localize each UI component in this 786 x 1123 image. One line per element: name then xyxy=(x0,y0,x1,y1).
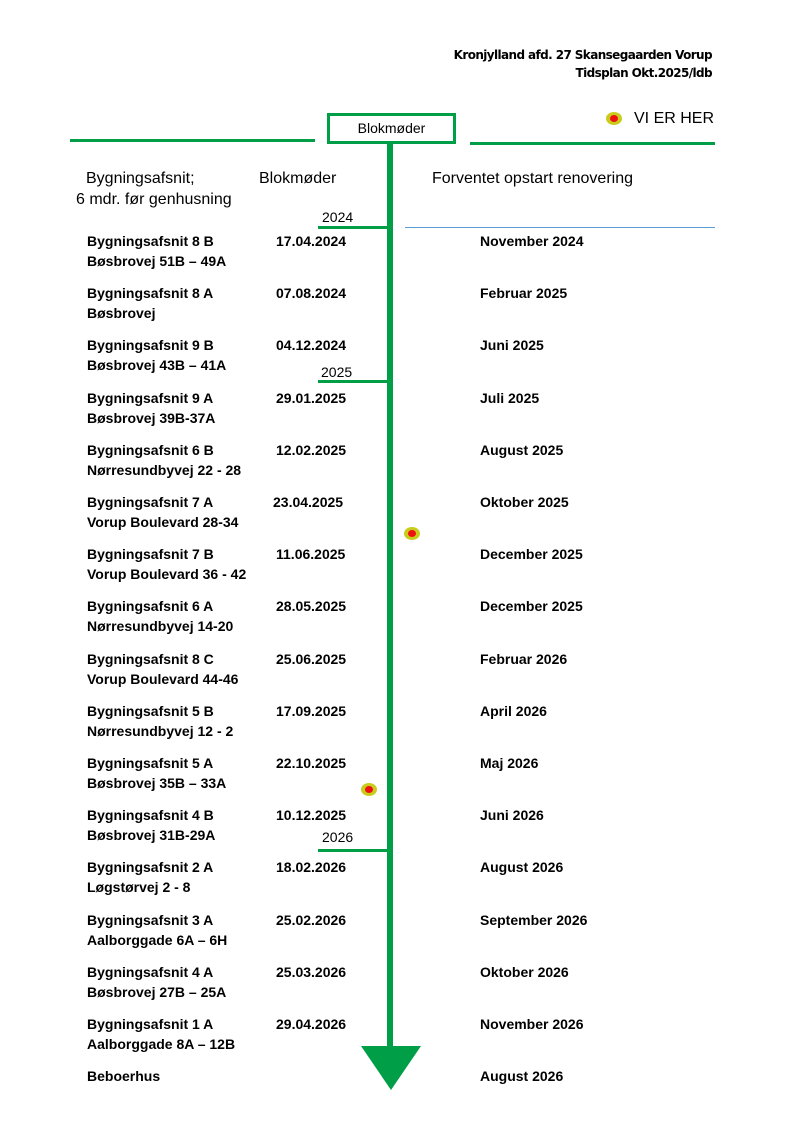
row-renovation-start: Maj 2026 xyxy=(480,755,539,771)
row-section: Beboerhus xyxy=(87,1068,161,1084)
row-meeting-date: 11.06.2025 xyxy=(276,546,346,562)
document-subtitle: Tidsplan Okt.2025/ldb xyxy=(575,66,712,80)
legend-label: VI ER HER xyxy=(634,110,715,127)
row-section: Bygningsafsnit 7 A xyxy=(87,494,214,510)
row-renovation-start: November 2024 xyxy=(480,233,584,249)
row-address: Vorup Boulevard 44-46 xyxy=(87,671,239,687)
row-section: Bygningsafsnit 5 B xyxy=(87,703,214,719)
row-renovation-start: December 2025 xyxy=(480,546,583,562)
year-label-2025: 2025 xyxy=(321,364,353,380)
vi-er-her-marker-icon xyxy=(606,112,622,125)
row-section: Bygningsafsnit 9 A xyxy=(87,390,214,406)
row-section: Bygningsafsnit 8 B xyxy=(87,233,214,249)
row-section: Bygningsafsnit 2 A xyxy=(87,859,214,875)
row-renovation-start: Juni 2026 xyxy=(480,807,544,823)
row-renovation-start: Februar 2025 xyxy=(480,285,568,301)
row-section: Bygningsafsnit 6 A xyxy=(87,598,214,614)
row-renovation-start: April 2026 xyxy=(480,703,547,719)
row-section: Bygningsafsnit 6 B xyxy=(87,442,214,458)
timeline-header-label: Blokmøder xyxy=(357,120,426,136)
row-section: Bygningsafsnit 1 A xyxy=(87,1016,214,1032)
row-section: Bygningsafsnit 8 A xyxy=(87,285,214,301)
row-meeting-date: 07.08.2024 xyxy=(276,285,347,301)
row-renovation-start: Februar 2026 xyxy=(480,651,568,667)
separator-line xyxy=(405,227,715,228)
row-section: Bygningsafsnit 8 C xyxy=(87,651,214,667)
current-position-marker-icon xyxy=(404,527,420,540)
row-meeting-date: 25.06.2025 xyxy=(276,651,347,667)
row-address: Nørresundbyvej 22 - 28 xyxy=(87,462,242,478)
timeline-arrow-icon xyxy=(359,1044,423,1092)
row-section: Bygningsafsnit 4 A xyxy=(87,964,214,980)
document-title: Kronjylland afd. 27 Skansegaarden Vorup xyxy=(453,48,712,62)
row-renovation-start: Oktober 2026 xyxy=(480,964,569,980)
column-header-section-note: 6 mdr. før genhusning xyxy=(76,191,232,208)
row-meeting-date: 25.03.2026 xyxy=(276,964,347,980)
row-section: Bygningsafsnit 9 B xyxy=(87,337,214,353)
row-meeting-date: 23.04.2025 xyxy=(273,494,344,510)
row-meeting-date: 17.09.2025 xyxy=(276,703,347,719)
row-meeting-date: 12.02.2025 xyxy=(276,442,347,458)
row-renovation-start: Juni 2025 xyxy=(480,337,544,353)
row-address: Bøsbrovej 31B-29A xyxy=(87,827,216,843)
year-label-2026: 2026 xyxy=(322,829,354,845)
row-section: Bygningsafsnit 4 B xyxy=(87,807,214,823)
column-header-renovation: Forventet opstart renovering xyxy=(432,170,633,187)
row-meeting-date: 28.05.2025 xyxy=(276,598,347,614)
left-divider-line xyxy=(70,139,315,142)
row-renovation-start: September 2026 xyxy=(480,912,588,928)
column-header-meetings: Blokmøder xyxy=(259,170,337,187)
row-section: Bygningsafsnit 7 B xyxy=(87,546,214,562)
row-address: Bøsbrovej 35B – 33A xyxy=(87,775,227,791)
row-meeting-date: 10.12.2025 xyxy=(276,807,347,823)
row-renovation-start: December 2025 xyxy=(480,598,583,614)
row-meeting-date: 29.04.2026 xyxy=(276,1016,347,1032)
row-renovation-start: Juli 2025 xyxy=(480,390,540,406)
timeline-header-box xyxy=(327,113,456,144)
row-address: Bøsbrovej 27B – 25A xyxy=(87,984,227,1000)
row-renovation-start: November 2026 xyxy=(480,1016,584,1032)
row-meeting-date: 29.01.2025 xyxy=(276,390,347,406)
row-renovation-start: Oktober 2025 xyxy=(480,494,569,510)
row-address: Nørresundbyvej 14-20 xyxy=(87,618,234,634)
column-header-section: Bygningsafsnit; xyxy=(86,170,195,187)
row-address: Bøsbrovej xyxy=(87,305,156,321)
row-address: Aalborggade 8A – 12B xyxy=(87,1036,236,1052)
year-tick-2026 xyxy=(318,849,390,852)
row-meeting-date: 04.12.2024 xyxy=(276,337,347,353)
year-label-2024: 2024 xyxy=(322,209,354,225)
row-address: Aalborggade 6A – 6H xyxy=(87,932,228,948)
row-address: Vorup Boulevard 36 - 42 xyxy=(87,566,247,582)
row-address: Bøsbrovej 43B – 41A xyxy=(87,357,227,373)
row-address: Vorup Boulevard 28-34 xyxy=(87,514,239,530)
row-meeting-date: 25.02.2026 xyxy=(276,912,347,928)
year-tick-2024 xyxy=(318,226,390,229)
row-meeting-date: 18.02.2026 xyxy=(276,859,347,875)
year-tick-2025 xyxy=(318,380,390,383)
row-section: Bygningsafsnit 5 A xyxy=(87,755,214,771)
row-renovation-start: August 2026 xyxy=(480,859,564,875)
row-address: Løgstørvej 2 - 8 xyxy=(87,879,191,895)
row-meeting-date: 22.10.2025 xyxy=(276,755,347,771)
row-section: Bygningsafsnit 3 A xyxy=(87,912,214,928)
row-renovation-start: August 2026 xyxy=(480,1068,564,1084)
right-divider-line xyxy=(470,142,715,145)
current-position-marker-icon xyxy=(361,783,377,796)
row-meeting-date: 17.04.2024 xyxy=(276,233,347,249)
row-address: Nørresundbyvej 12 - 2 xyxy=(87,723,234,739)
timeline-axis xyxy=(387,141,393,1051)
row-address: Bøsbrovej 51B – 49A xyxy=(87,253,227,269)
row-address: Bøsbrovej 39B-37A xyxy=(87,410,216,426)
row-renovation-start: August 2025 xyxy=(480,442,564,458)
